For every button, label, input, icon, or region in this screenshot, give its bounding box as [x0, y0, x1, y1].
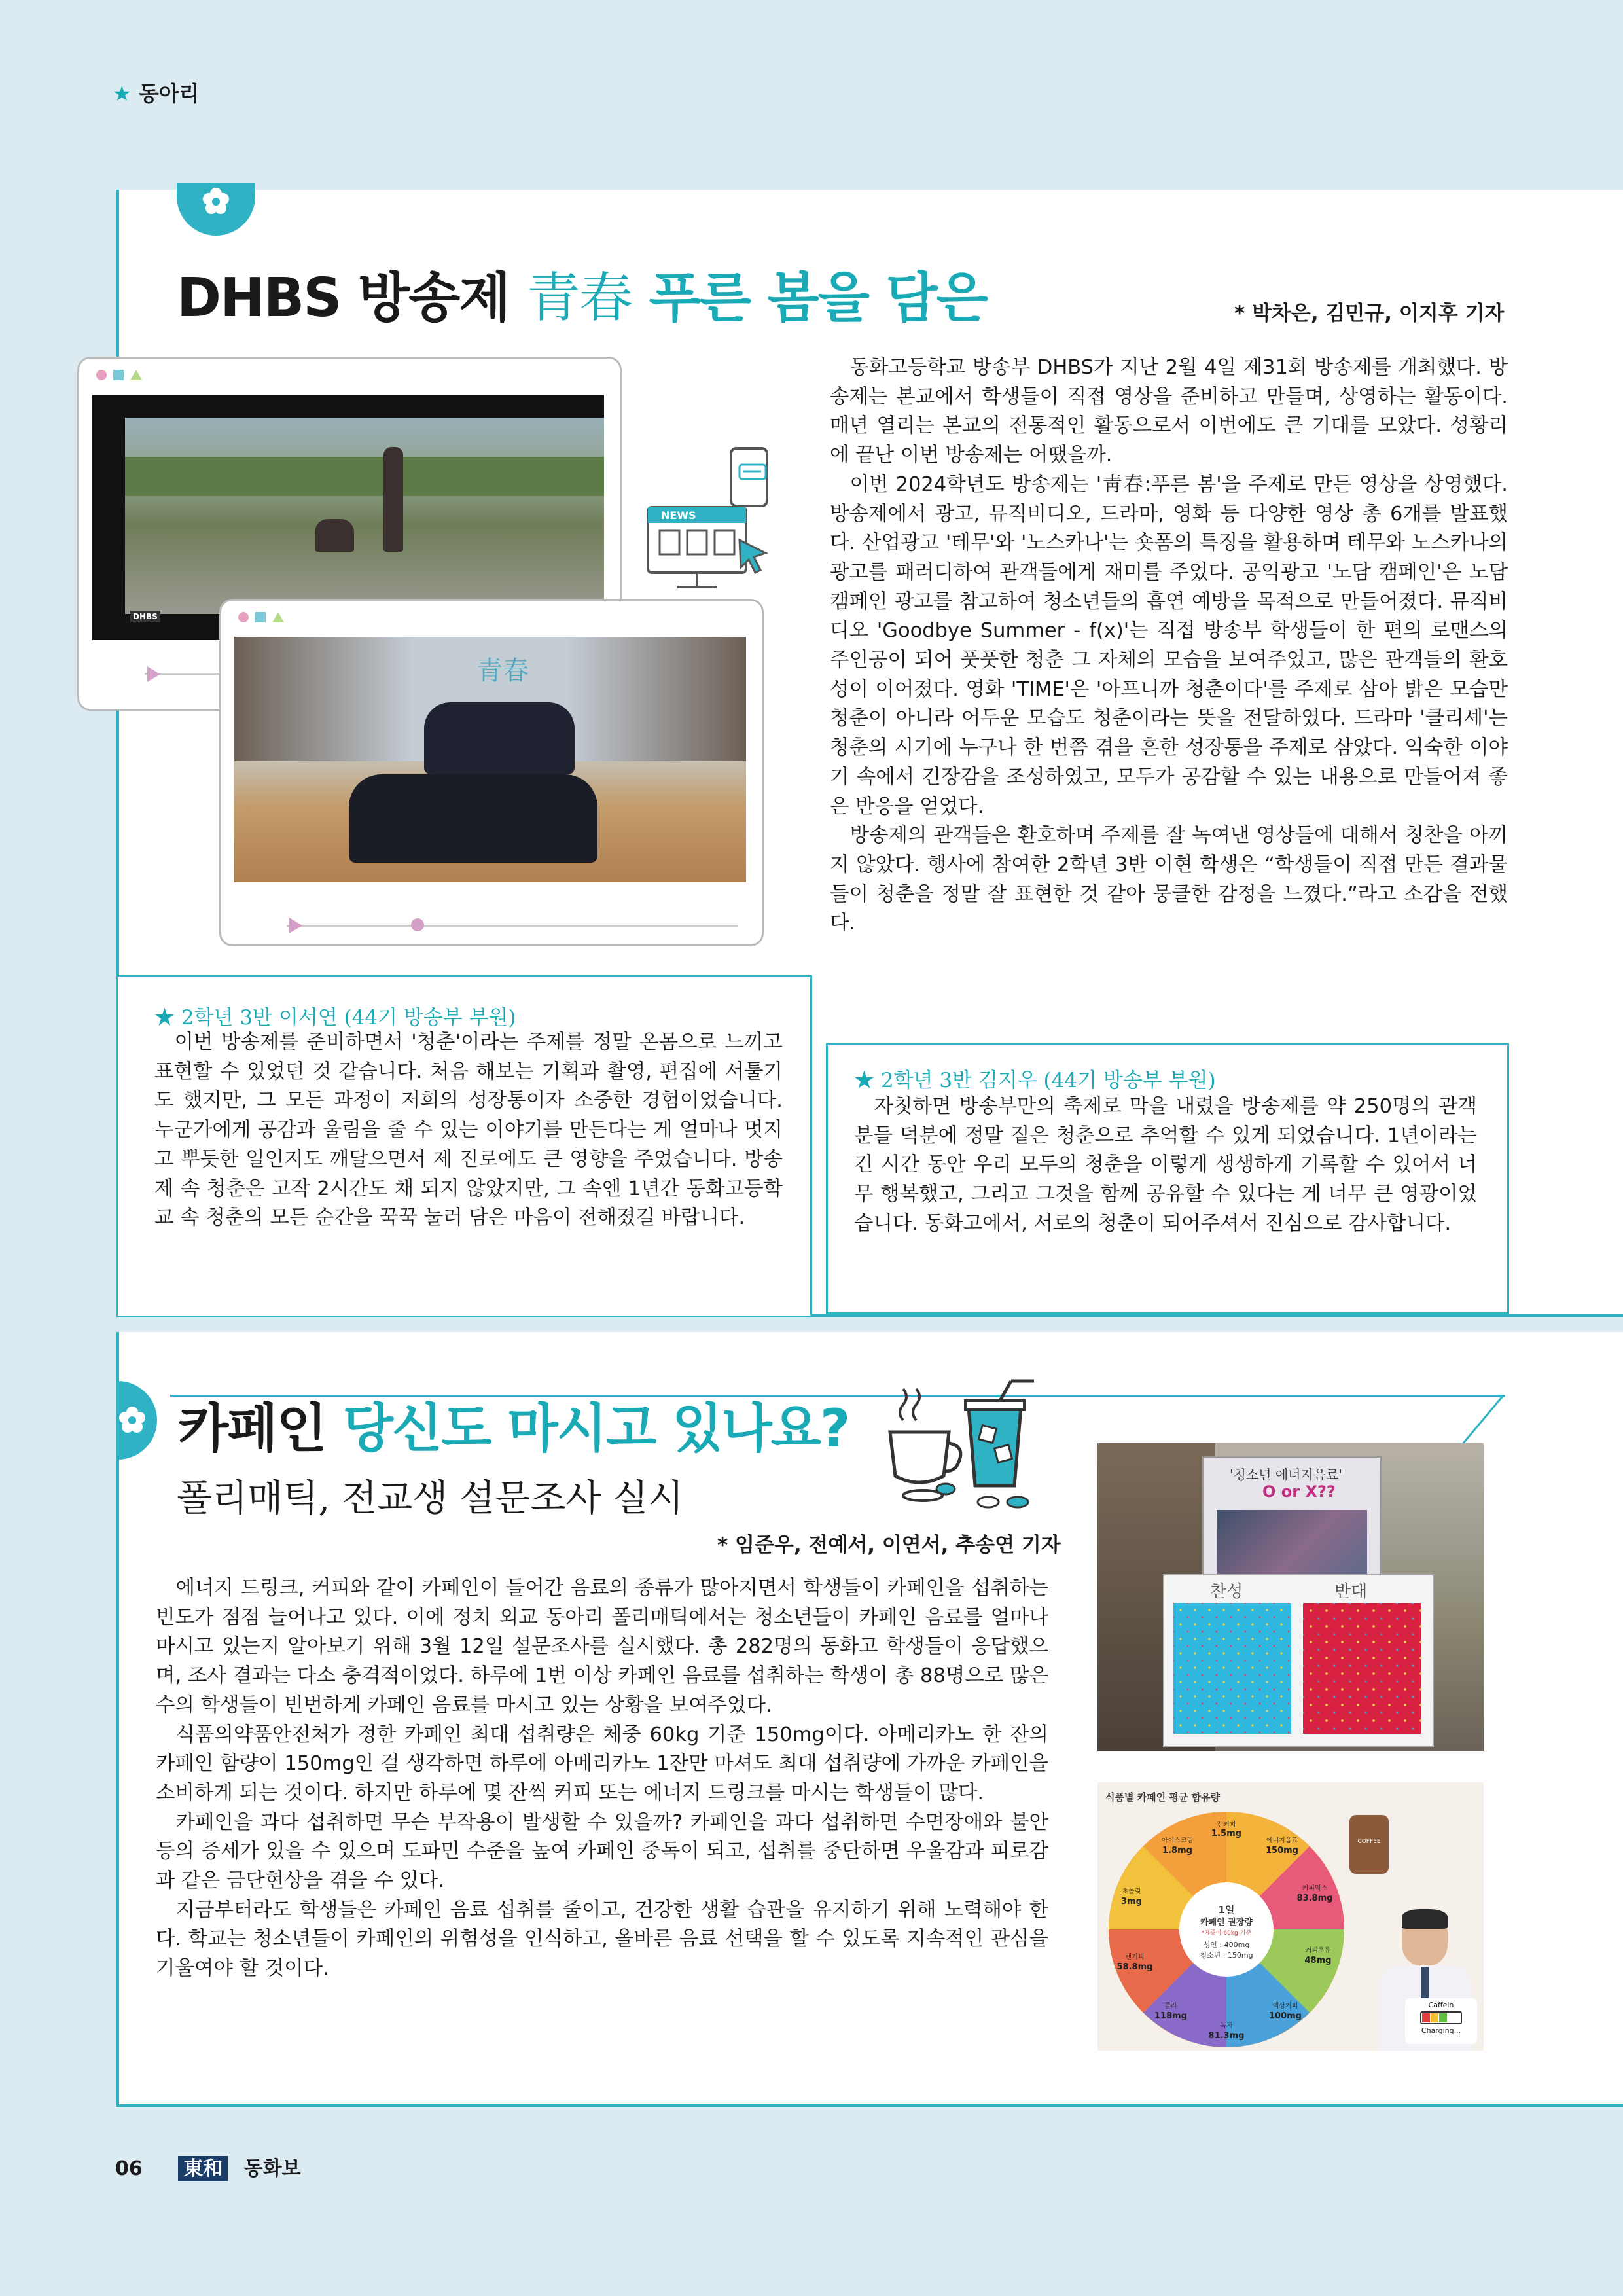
progress-knob[interactable] — [411, 918, 424, 931]
battery-widget: Caffein Charging... — [1405, 1998, 1477, 2044]
flower-badge-icon — [98, 1381, 170, 1460]
battery-icon — [1420, 2011, 1462, 2024]
svg-text:캔커피: 캔커피 — [1125, 1954, 1145, 1961]
quote-box-2 — [826, 1043, 1509, 1314]
svg-text:3mg: 3mg — [1121, 1897, 1142, 1907]
play-icon[interactable] — [289, 918, 302, 933]
svg-text:에너지음료: 에너지음료 — [1266, 1837, 1298, 1844]
survey-header: '청소년 에너지음료' — [1230, 1467, 1342, 1482]
stage-group-photo — [234, 637, 746, 882]
article2-body: 에너지 드링크, 커피와 같이 카페인이 들어간 음료의 종류가 많아지면서 학생들이 카페인을 섭취하는 빈도가 점점 늘어나고 있다. 이에 정치 외교 동아리 폴리매틱에서는 청소년들이 카페인 음료를 얼마나 마시고 있는지 알아보기 위해 3월 12일 설문조사를 실시했다. 총 282명의 동화고 학생들이 응답했으며, 조사 결과는 다소 충격적이었다. 하루에 1번 이상 카페인 음료를 섭취하는 학생이 총 88명으로 많은 수의 학생들이 빈번하게 카페인 음료를 마시고 있는 상황을 보여주었다. 식품의약품안전처가 정한 카페인 최대 섭취량은 체중 60kg 기준 150mg이다. 아메리카노 한 잔의 카페인 함량이 150mg인 걸 생각하면 하루에 아메리카노 1잔만 마셔도 최대 섭취량에 가까운 카페인을 소비하게 되는 것이다. 하지만 하루에 몇 잔씩 커피 또는 에너지 드링크를 마시는 학생들이 많다. 카페인을 과다 섭취하면 무슨 부작용이 발생할 수 있을까? 카페인을 과다 섭취하면 수면장애와 불안 등의 증세가 있을 수 있으며 도파민 수준을 높여 카페인 중독이 되고, 섭취를 중단하면 우울감과 피로감과 같은 금단현상을 겪을 수 있다. 지금부터라도 학생들은 카페인 음료 섭취를 줄이고, 건강한 생활 습관을 유지하기 위해 노력해야 한다. 학교는 청소년들이 카페인의 위험성을 인식하고, 올바른 음료 선택을 할 수 있도록 지속적인 관심을 기울여야 할 것이다. — [156, 1577, 1048, 1981]
disagree-dots-panel — [1303, 1603, 1421, 1734]
article2-subtitle: 폴리매틱, 전교생 설문조사 실시 — [177, 1477, 684, 1520]
svg-text:48mg: 48mg — [1304, 1956, 1332, 1965]
wheel-center-title: 1일 — [1218, 1904, 1235, 1916]
news-monitor-icon — [641, 442, 779, 599]
window-controls — [96, 368, 149, 380]
article2-byline: * 임준우, 전예서, 이연서, 추송연 기자 — [717, 1534, 1061, 1557]
survey-question: O or X?? — [1262, 1482, 1336, 1501]
article2-title: 카페인 당신도 마시고 있나요? — [178, 1398, 849, 1459]
svg-text:100mg: 100mg — [1269, 2011, 1302, 2021]
page-number: 06 — [115, 2157, 143, 2180]
quote-box-1 — [118, 975, 812, 1316]
svg-text:초콜릿: 초콜릿 — [1122, 1888, 1141, 1895]
coffee-iv-bag: COFFEE — [1349, 1815, 1389, 1874]
svg-text:1.8mg: 1.8mg — [1162, 1846, 1192, 1856]
svg-text:83.8mg: 83.8mg — [1296, 1893, 1333, 1903]
wheel-adult: 성인 : 400mg — [1203, 1941, 1250, 1949]
stage-banner: 青春 — [476, 656, 529, 686]
survey-board-photo — [1097, 1443, 1484, 1751]
quote1-body: 이번 방송제를 준비하면서 '청춘'이라는 주제를 정말 온몸으로 느끼고 표현할 수 있었던 것 같습니다. 처음 해보는 기획과 촬영, 편집에 서툴기도 했지만, 그 모든 과정이 저희의 성장통이자 소중한 경험이었습니다. 누군가에게 공감과 울림을 줄 수 있는 이야기를 만든다는 게 얼마나 멋지고 뿌듯한 일인지도 깨달으면서 제 진로에도 큰 영향을 주었습니다. 방송제 속 청춘은 고작 2시간도 채 되지 않았지만, 그 속엔 1년간 동화고등학교 속 청춘의 모든 순간을 꾹꾹 눌러 담은 마음이 전해졌길 바랍니다. — [154, 1031, 783, 1230]
wheel-center-subtitle: 카페인 권장량 — [1200, 1918, 1253, 1928]
svg-text:150mg: 150mg — [1266, 1846, 1298, 1856]
svg-text:1.5mg: 1.5mg — [1211, 1829, 1241, 1839]
svg-text:커피믹스: 커피믹스 — [1302, 1885, 1328, 1892]
svg-text:58.8mg: 58.8mg — [1116, 1962, 1153, 1972]
wheel-teen: 청소년 : 150mg — [1200, 1951, 1253, 1960]
svg-text:녹차: 녹차 — [1220, 2022, 1233, 2030]
wheel-center-note: *체중이 60kg 기준 — [1201, 1930, 1252, 1937]
coffee-cup-icon — [883, 1374, 1054, 1512]
svg-text:콜라: 콜라 — [1164, 2003, 1177, 2010]
caffeine-infographic — [1097, 1782, 1484, 2051]
video-logo: DHBS — [130, 611, 160, 622]
flower-badge-icon — [177, 183, 255, 236]
svg-text:커피우유: 커피우유 — [1305, 1947, 1331, 1954]
survey-agree: 찬성 — [1210, 1582, 1243, 1602]
article1-body: 동화고등학교 방송부 DHBS가 지난 2월 4일 제31회 방송제를 개최했다. 방송제는 본교에서 학생들이 직접 영상을 준비하고 만들며, 상영하는 활동이다. 매년 열리는 본교의 전통적인 활동으로서 이번에도 큰 기대를 모았다. 성황리에 끝난 이번 방송제는 어땠을까. 이번 2024학년도 방송제는 '靑春:푸른 봄'을 주제로 만든 영상을 상영했다. 방송제에서 광고, 뮤직비디오, 드라마, 영화 등 다양한 영상 총 6개를 발표했다. 산업광고 '테무'와 '노스카나'는 숏폼의 특징을 활용하며 테무와 노스카나의 광고를 패러디하여 관객들에게 재미를 주었다. 공익광고 '노담 캠페인'은 노담 캠페인 광고를 참고하여 청소년들의 흡연 예방을 목적으로 만들어졌다. 뮤직비디오 'Goodbye Summer - f(x)'는 직접 방송부 학생들이 한 편의 로맨스의 주인공이 되어 풋풋한 청춘 그 자체의 모습을 보여주었고, 많은 관객들의 환호성이 이어졌다. 영화 'TIME'은 '아프니까 청춘이다'를 주제로 삼아 밝은 모습만 청춘이 아니라 어두운 모습도 청춘이라는 뜻을 전달하였다. 드라마 '클리셰'는 청춘의 시기에 누구나 한 번쯤 겪을 흔한 성장통을 주제로 삼았다. 익숙한 이야기 속에서 긴장감을 조성하였고, 모두가 공감할 수 있는 내용으로 만들어져 좋은 반응을 얻었다. 방송제의 관객들은 환호하며 주제를 잘 녹여낸 영상들에 대해서 칭찬을 아끼지 않았다. 행사에 참여한 2학년 3반 이현 학생은 “학생들이 직접 만든 결과물들이 청춘을 정말 잘 표현한 것 같아 뭉클한 감정을 느꼈다.”라고 소감을 전했다. — [830, 356, 1508, 935]
section-label: ★ 동아리 — [113, 81, 200, 106]
window-controls — [238, 610, 291, 622]
svg-text:액상커피: 액상커피 — [1272, 2003, 1298, 2010]
star-icon: ★ — [154, 1006, 175, 1030]
quote1-heading: ★ 2학년 3반 이서연 (44기 방송부 부원) — [154, 1006, 516, 1030]
paper-name: 동화보 — [243, 2157, 301, 2180]
play-icon[interactable] — [147, 666, 160, 682]
quote2-body: 자칫하면 방송부만의 축제로 막을 내렸을 방송제를 약 250명의 관객분들 덕분에 정말 짙은 청춘으로 추억할 수 있게 되었습니다. 1년이라는 긴 시간 동안 우리 모두의 청춘을 이렇게 생생하게 기록할 수 있어서 너무 행복했고, 그리고 그것을 함께 공유할 수 있다는 게 너무 큰 영광이었습니다. 동화고에서, 서로의 청춘이 되어주셔서 진심으로 감사합니다. — [854, 1095, 1477, 1235]
news-badge: NEWS — [661, 509, 696, 522]
star-icon: ★ — [854, 1069, 874, 1092]
paper-logo: 東和 — [178, 2156, 228, 2181]
star-icon: ★ — [113, 81, 132, 106]
agree-dots-panel — [1173, 1603, 1291, 1734]
footer — [115, 2152, 301, 2181]
svg-text:118mg: 118mg — [1154, 2011, 1187, 2021]
svg-text:아이스크림: 아이스크림 — [1161, 1837, 1194, 1844]
survey-disagree: 반대 — [1334, 1582, 1368, 1602]
quote2-heading: ★ 2학년 3반 김지우 (44기 방송부 부원) — [854, 1069, 1216, 1092]
infographic-title: 식품별 카페인 평균 함유량 — [1105, 1791, 1221, 1803]
svg-text:81.3mg: 81.3mg — [1208, 2031, 1245, 2041]
article1-title: DHBS 방송제 青春 푸른 봄을 담은 — [177, 267, 987, 329]
article1-byline: * 박차은, 김민규, 이지후 기자 — [1234, 302, 1505, 325]
caffeine-wheel — [1105, 1808, 1347, 2051]
video-window-2 — [219, 599, 764, 946]
video-progress-bar[interactable] — [287, 925, 738, 927]
svg-text:캔커피: 캔커피 — [1217, 1821, 1236, 1829]
